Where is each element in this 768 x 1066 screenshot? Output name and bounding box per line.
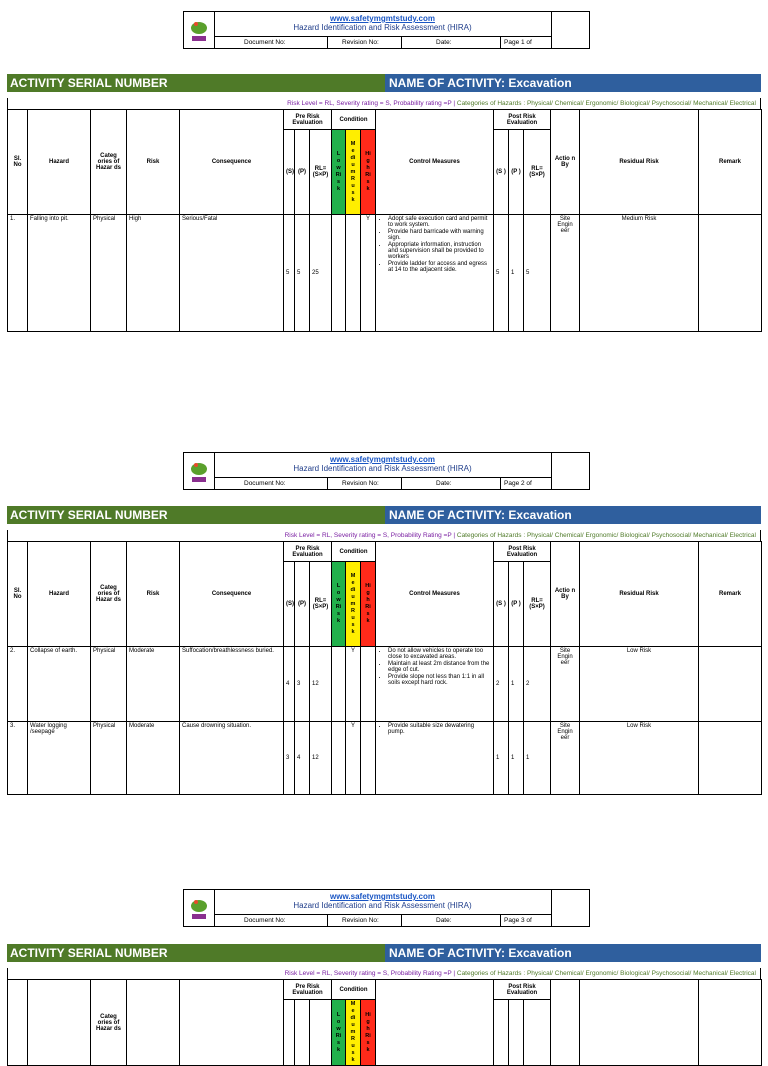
medium-flag-cell: Y [346, 647, 361, 722]
probability-post-cell: 1 [509, 722, 524, 795]
sl-no-cell: 2. [8, 647, 28, 722]
document-title: Hazard Identification and Risk Assessment (HIRA) [293, 901, 472, 910]
sl-no-header: Sl. No [8, 542, 28, 647]
risk-level-cell: 12 [310, 647, 332, 722]
risk-level-post-cell: 5 [524, 215, 551, 332]
high-risk-header: HighRisk [361, 1000, 376, 1066]
control-measure-item: • Adopt safe execution card and permit to work system. [388, 216, 491, 228]
probability-header: (P) [295, 562, 310, 647]
consequence-cell: Cause drowning situation. [180, 722, 284, 795]
probability-post-header: (P ) [509, 562, 524, 647]
document-title: Hazard Identification and Risk Assessment (HIRA) [293, 464, 472, 473]
site-url-link[interactable]: www.safetymgmtstudy.com [330, 455, 435, 464]
hazard-header: Hazard [28, 542, 91, 647]
action-by-cell: Site Engin eer [551, 722, 580, 795]
consequence-cell: Suffocation/breathlessness buried. [180, 647, 284, 722]
severity-cell: 4 [284, 647, 295, 722]
condition-header: Condition [332, 542, 376, 562]
severity-post-cell: 5 [494, 215, 509, 332]
severity-cell: 5 [284, 215, 295, 332]
probability-post-cell: 1 [509, 215, 524, 332]
low-risk-header: LowRisk [332, 130, 346, 215]
residual-risk-cell: Low Risk [580, 647, 699, 722]
categories-header: Categ ories of Hazar ds [91, 110, 127, 215]
activity-serial-heading: ACTIVITY SERIAL NUMBER [7, 74, 385, 92]
document-no-label: Document No: [244, 480, 286, 487]
activity-name-heading: NAME OF ACTIVITY: Excavation [385, 506, 761, 524]
remark-header: Remark [699, 110, 762, 215]
risk-level-cell: 25 [310, 215, 332, 332]
activity-name-heading: NAME OF ACTIVITY: Excavation [385, 74, 761, 92]
risk-legend-line: Risk Level = RL, Severity rating = S, Probability rating =P | Categories of Hazards : Physical/ Chemical/ Ergonomic/ Biological/ Psychosocial/ Mechanical/ Electrical [7, 98, 761, 109]
categories-header: Categ ories of Hazar ds [91, 980, 127, 1066]
severity-cell: 3 [284, 722, 295, 795]
risk-cell: Moderate [127, 722, 180, 795]
probability-cell: 5 [295, 215, 310, 332]
control-measures-header: Control Measures [376, 110, 494, 215]
residual-risk-header: Residual Risk [580, 542, 699, 647]
control-measure-item: • Provide suitable size dewatering pump. [388, 723, 491, 735]
high-risk-header: HighRisk [361, 562, 376, 647]
revision-no-label: Revision No: [342, 480, 379, 487]
risk-cell: High [127, 215, 180, 332]
hazard-header: Hazard [28, 110, 91, 215]
probability-post-cell: 1 [509, 647, 524, 722]
post-risk-header: Post Risk Evaluation [494, 542, 551, 562]
low-risk-header: LowRisk [332, 1000, 346, 1066]
risk-header: Risk [127, 110, 180, 215]
category-cell: Physical [91, 215, 127, 332]
condition-header: Condition [332, 980, 376, 1000]
probability-post-header: (P ) [509, 130, 524, 215]
severity-post-cell: 1 [494, 722, 509, 795]
pre-risk-header: Pre Risk Evaluation [284, 980, 332, 1000]
control-measure-item: • Maintain at least 2m distance from the edge of cut. [388, 661, 491, 673]
risk-level-header: RL= (S×P) [310, 130, 332, 215]
severity-header: (S) [284, 130, 295, 215]
high-risk-header: HighRisk [361, 130, 376, 215]
risk-level-post-header: RL= (S×P) [524, 562, 551, 647]
low-risk-header: LowRisk [332, 562, 346, 647]
consequence-header: Consequence [180, 542, 284, 647]
post-risk-header: Post Risk Evaluation [494, 980, 551, 1000]
sl-no-cell: 3. [8, 722, 28, 795]
high-flag-cell: Y [361, 215, 376, 332]
risk-level-cell: 12 [310, 722, 332, 795]
risk-level-post-header: RL= (S×P) [524, 130, 551, 215]
activity-banner [7, 944, 761, 962]
hira-table [7, 979, 762, 1066]
probability-cell: 4 [295, 722, 310, 795]
control-measure-item: • Appropriate information, instruction and supervision shall be provided to workers [388, 242, 491, 260]
site-url-link[interactable]: www.safetymgmtstudy.com [330, 892, 435, 901]
date-label: Date: [436, 39, 452, 46]
medium-risk-header: MediumRusk [346, 130, 361, 215]
consequence-cell: Serious/Fatal [180, 215, 284, 332]
risk-level-header: RL= (S×P) [310, 562, 332, 647]
control-measure-item: • Do not allow vehicles to operate too close to excavated areas. [388, 648, 491, 660]
medium-risk-header: MediumRusk [346, 562, 361, 647]
risk-level-post-cell: 2 [524, 647, 551, 722]
action-by-header: Actio n By [551, 542, 580, 647]
medium-risk-header: MediumRusk [346, 1000, 361, 1066]
categories-header: Categ ories of Hazar ds [91, 542, 127, 647]
consequence-header: Consequence [180, 110, 284, 215]
residual-risk-cell: Low Risk [580, 722, 699, 795]
action-by-cell: Site Engin eer [551, 215, 580, 332]
severity-header: (S) [284, 562, 295, 647]
revision-no-label: Revision No: [342, 917, 379, 924]
date-label: Date: [436, 480, 452, 487]
sl-no-cell: 1. [8, 215, 28, 332]
severity-post-header: (S ) [494, 130, 509, 215]
document-meta-row [214, 914, 551, 927]
medium-flag-cell: Y [346, 722, 361, 795]
risk-legend-line: Risk Level = RL, Severity rating = S, Probability Rating =P | Categories of Hazards : Physical/ Chemical/ Ergonomic/ Biological/ Psychosocial/ Mechanical/ Electrical [7, 530, 761, 541]
revision-no-label: Revision No: [342, 39, 379, 46]
risk-header: Risk [127, 542, 180, 647]
pre-risk-header: Pre Risk Evaluation [284, 110, 332, 130]
action-by-header: Actio n By [551, 110, 580, 215]
risk-legend-line: Risk Level = RL, Severity rating = S, Probability Rating =P | Categories of Hazards : Physical/ Chemical/ Ergonomic/ Biological/ Psychosocial/ Mechanical/ Electrical [7, 968, 761, 979]
activity-serial-heading: ACTIVITY SERIAL NUMBER [7, 506, 385, 524]
document-header [183, 889, 590, 927]
remark-header: Remark [699, 542, 762, 647]
control-measures-header: Control Measures [376, 542, 494, 647]
action-by-cell: Site Engin eer [551, 647, 580, 722]
control-measure-item: • Provide slope not less than 1:1 in all soils except hard rock. [388, 674, 491, 686]
activity-serial-heading: ACTIVITY SERIAL NUMBER [7, 944, 385, 962]
site-url-link[interactable]: www.safetymgmtstudy.com [330, 14, 435, 23]
post-risk-header: Post Risk Evaluation [494, 110, 551, 130]
sl-no-header: Sl. No [8, 110, 28, 215]
hazard-cell: Collapse of earth. [28, 647, 91, 722]
control-measure-item: • Provide ladder for access and egress at 14 to the adjacent side. [388, 261, 491, 273]
page-label: Page 3 of [504, 917, 532, 924]
hazard-cell: Water logging /seepage [28, 722, 91, 795]
probability-cell: 3 [295, 647, 310, 722]
condition-header: Condition [332, 110, 376, 130]
risk-cell: Moderate [127, 647, 180, 722]
residual-risk-cell: Medium Risk [580, 215, 699, 332]
residual-risk-header: Residual Risk [580, 110, 699, 215]
date-label: Date: [436, 917, 452, 924]
document-no-label: Document No: [244, 917, 286, 924]
hazard-cell: Falling into pit. [28, 215, 91, 332]
category-cell: Physical [91, 722, 127, 795]
logo-icon [184, 890, 215, 926]
severity-post-header: (S ) [494, 562, 509, 647]
pre-risk-header: Pre Risk Evaluation [284, 542, 332, 562]
document-no-label: Document No: [244, 39, 286, 46]
page-label: Page 2 of [504, 480, 532, 487]
probability-header: (P) [295, 130, 310, 215]
risk-level-post-cell: 1 [524, 722, 551, 795]
document-title: Hazard Identification and Risk Assessment (HIRA) [293, 23, 472, 32]
page-label: Page 1 of [504, 39, 532, 46]
severity-post-cell: 2 [494, 647, 509, 722]
activity-name-heading: NAME OF ACTIVITY: Excavation [385, 944, 761, 962]
category-cell: Physical [91, 647, 127, 722]
control-measure-item: • Provide hard barricade with warning sign. [388, 229, 491, 241]
